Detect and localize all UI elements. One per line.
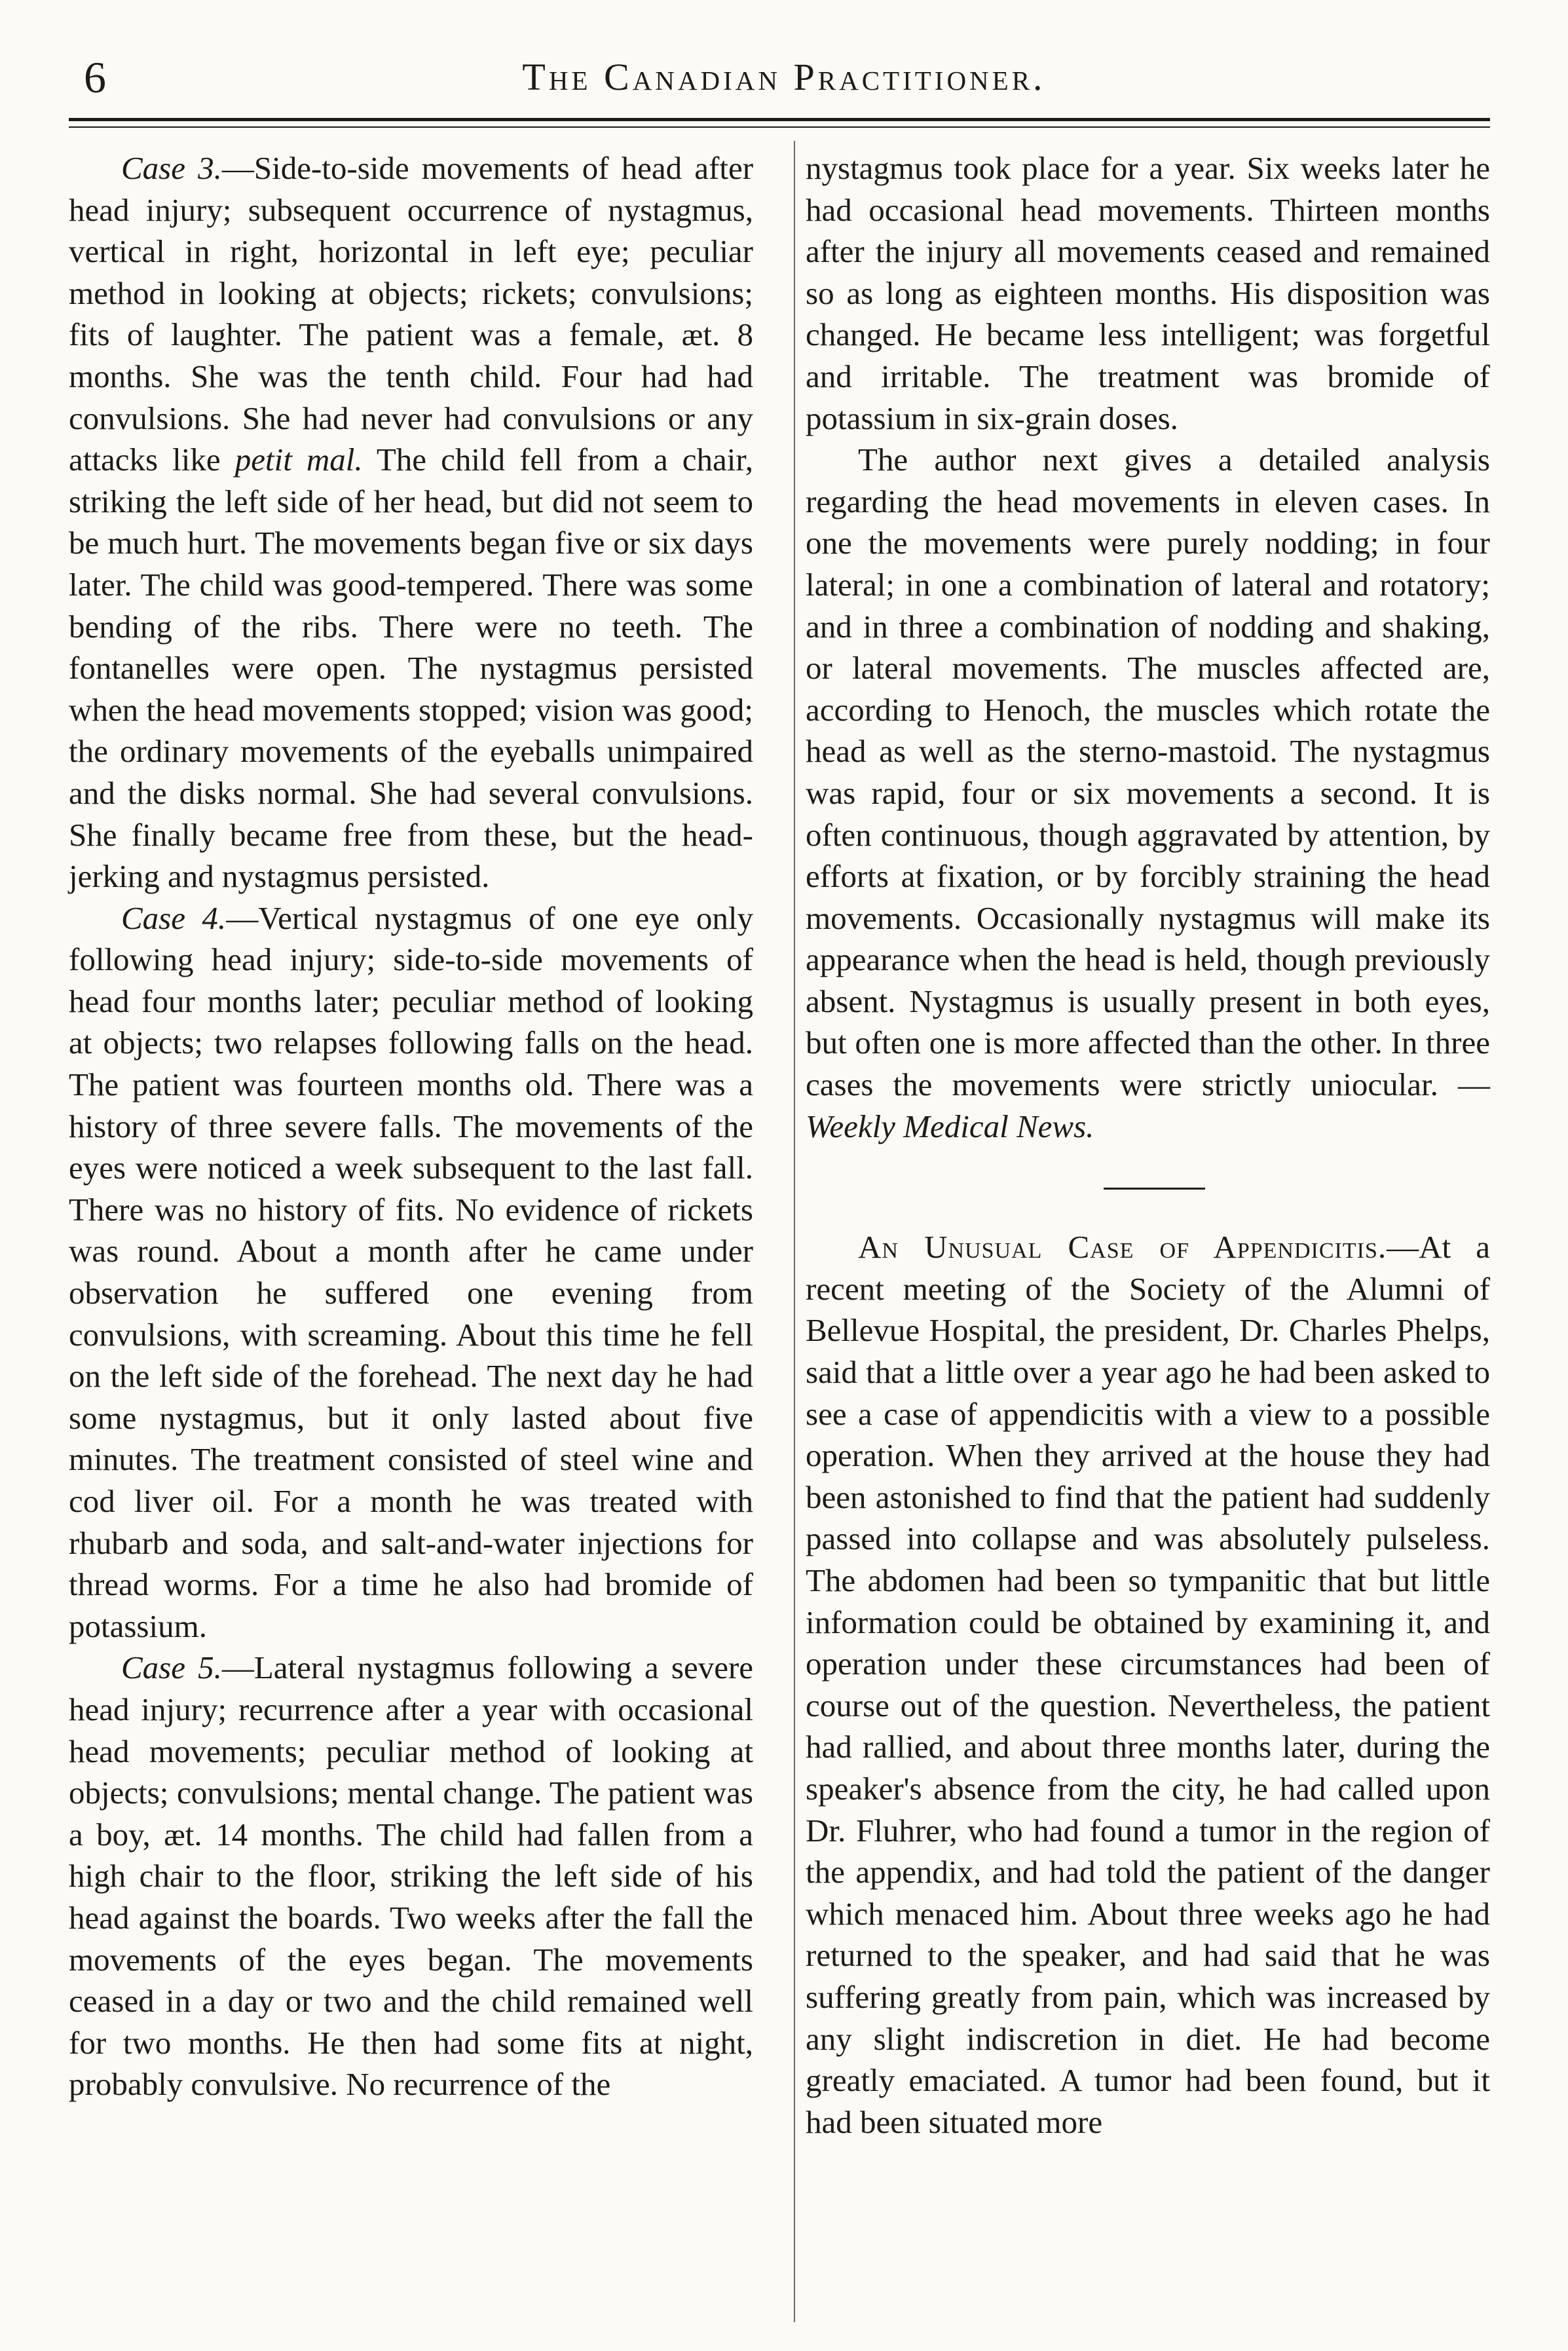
case-5-label: Case 5. [121,1649,222,1686]
column-divider [794,141,795,2322]
header-rule-thick [69,118,1490,121]
petit-mal-term: petit mal. [234,442,363,478]
appendicitis-paragraph [806,1226,1490,2143]
case-5-text: —Lateral nystagmus following a severe head injury; recurrence after a year with occasional head movements; peculiar method of looking at objects; convulsions; mental change. The patient was a boy, æt. 14 months. The child had fallen from a high chair to the floor, striking the left side of his head against the boards. Two weeks after the fall the movements of the eyes began. The movements ceased in a day or two and the child remained well for two months. He then had some fits at night, probably convulsive. No recurrence of the [69,1649,754,2103]
case-5-paragraph [69,1647,753,2105]
case-4-text: —Vertical nystagmus of one eye only following head injury; side-to-side movements of head four months later; peculiar method of looking at objects; two relapses following falls on the head. The patient was fourteen months old. There was a history of three severe falls. The movements of the eyes were noticed a week subsequent to the last fall. There was no history of fits. No evidence of rickets was round. About a month after he came under observation he suffered one evening from convulsions, with screaming. About this time he fell on the left side of the forehead. The next day he had some nystagmus, but it only lasted about five minutes. The treatment consisted of steel wine and cod liver oil. For a month he was treated with rhubarb and soda, and salt-and-water injections for thread worms. For a time he also had bromide of potassium. [69,899,753,1644]
case-4-label: Case 4. [121,899,227,936]
appendicitis-text: —At a recent meeting of the Society of the Alumni of Bellevue Hospital, the president, Dr. Charles Phelps, said that a little over a year ago he had been asked to see a case of appendicitis with a view to a possible operation. When they arrived at the house they had been astonished to find that the patient had suddenly passed into collapse and was absolutely pulseless. The abdomen had been so tympanitic that but little information could be obtained by examining it, and operation under these circumstances had been of course out of the question. Nevertheless, the patient had rallied, and about three months later, during the speaker's absence from the city, he had called upon Dr. Fluhrer, who had found a tumor in the region of the appendix, and had told the patient of the danger which menaced him. About three weeks ago he had returned to the speaker, and had said that he was suffering greatly from pain, which was increased by any slight indiscretion in diet. He had become greatly emaciated. A tumor had been found, but it had been situated more [806,1229,1490,2140]
case-3-paragraph [69,147,753,897]
left-column [69,147,753,2105]
case-3-text-cont: The child fell from a chair, striking the left side of her head, but did not seem to be much hurt. The movements began five or six days later. The child was good-tempered. There was some bending of the ribs. There were no teeth. The fontanelles were open. The nystagmus persisted when the head movements stopped; vision was good; the ordinary movements of the eyeballs unimpaired and the disks normal. She had several convulsions. She finally became free from these, but the head-jerking and nystagmus persisted. [69,442,753,895]
page-number: 6 [84,52,106,102]
analysis-paragraph [806,439,1490,1147]
right-column [806,147,1490,2143]
case-3-text: —Side-to-side movements of head after head injury; subsequent occurrence of nystagmus, vertical in right, horizontal in left eye; peculiar method in looking at objects; rickets; convulsions; fits of laughter. The patient was a female, æt. 8 months. She was the tenth child. Four had had convulsions. She had never had convulsions or any attacks like [69,150,754,478]
case-4-paragraph [69,897,753,1647]
section-separator [1104,1188,1205,1190]
appendicitis-heading: An Unusual Case of Appendicitis. [858,1229,1387,1266]
case-5-continuation: nystagmus took place for a year. Six weeks later he had occasional head movements. Thirteen months after the injury all movements ceased and remained so as long as eighteen months. His disposition was changed. He became less intelligent; was forgetful and irritable. The treatment was bromide of potassium in six-grain doses. [806,150,1490,436]
header-rule-thin [69,126,1490,128]
journal-title: The Canadian Practitioner. [522,56,1046,98]
source-citation: Weekly Medical News. [806,1108,1094,1144]
analysis-text: The author next gives a detailed analysis regarding the head movements in eleven cases. In one the movements were purely nodding; in four lateral; in one a combination of lateral and rotatory; and in three a combination of nodding and shaking, or lateral movements. The muscles affected are, according to Henoch, the muscles which rotate the head as well as the sterno-mastoid. The nystagmus was rapid, four or six movements a second. It is often continuous, though aggravated by attention, by efforts at fixation, or by forcibly straining the head movements. Occasionally nystagmus will make its appearance when the head is held, though previously absent. Nystagmus is usually present in both eyes, but often one is more affected than the other. In three cases the movements were strictly uniocular. — [806,442,1490,1103]
case-3-label: Case 3. [121,150,222,186]
